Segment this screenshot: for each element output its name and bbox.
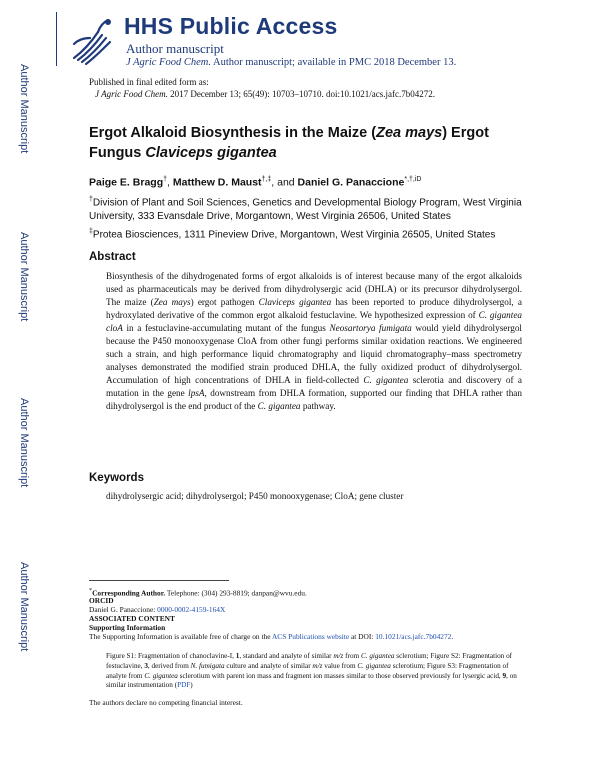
si-pdf-link[interactable]: PDF [177,681,191,690]
sidebar-author-manuscript-1: Author Manuscript [18,64,30,154]
hhs-eagle-logo-icon [68,14,116,70]
title-species: Zea mays [376,125,443,141]
competing-interest-statement: The authors declare no competing financial interest. [89,698,243,707]
sidebar-author-manuscript-2: Author Manuscript [18,232,30,322]
affiliation2-text: Protea Biosciences, 1311 Pineview Drive, Morgantown, West Virginia 26505, United States [92,229,496,241]
availability-text: Author manuscript; available in PMC 2018 December 13. [213,57,457,68]
affiliation-1 [89,193,529,224]
author-list: Paige E. Bragg†, Matthew D. Maust†,‡, and Daniel G. Panaccione$^{*,\dagger,iD}$ [89,176,422,189]
header-divider [56,12,57,66]
title-line2-prefix: Fungus [89,145,146,161]
author2-mark: †,‡ [261,176,272,183]
keywords-text: dihydrolysergic acid; dihydrolysergol; P450 monooxygenase; CloA; gene cluster [106,491,404,501]
affiliation1-mark: † [89,196,93,203]
citation-journal: J Agric Food Chem. [95,89,168,99]
article-title [89,123,529,163]
orcid-heading: ORCID [89,596,114,605]
author-bragg: Paige E. Bragg [89,176,164,189]
supporting-info-heading: Supporting Information [89,623,166,632]
abstract-body: Biosynthesis of the dihydrogenated forms of ergot alkaloids is of interest because many of the ergot alkaloids used as pharmaceuticals may be derived from dihydrolysergic acid (DHLA) or its precursor dihydrolysergol. The maize (Zea mays) ergot pathogen Claviceps gigantea has been reported to produce dihydrolysergol, a hydroxylated derivative of the common ergot alkaloid festuclavine. We hypothesized expression of C. gigantea cloA in a festuclavine-accumulating mutant of the fungus Neosartorya fumigata would yield dihydrolysergol because the P450 monooxygenase CloA from other fungi performs similar oxidation reactions. We engineered such a strain, and high performance liquid chromatography and liquid chromatography–mass spectrometry analyses demonstrated the modified strain produced DHLA, the fully oxidized product of dihydrolysergol. Accumulation of high concentrations of DHLA in field-collected C. gigantea sclerotia and discovery of a mutation in the gene lpsA, downstream from DHLA formation, supported our finding that DHLA rather than dihydrolysergol is the end product of the C. gigantea pathway. [106,271,523,411]
orcid-line: Daniel G. Panaccione: 0000-0002-4159-164X [89,605,226,614]
journal-availability [126,57,456,68]
sidebar-author-manuscript-3: Author Manuscript [18,398,30,488]
author-maust: Matthew D. Maust [172,176,262,189]
author1-mark: † [163,176,168,183]
affiliation-2 [89,225,529,242]
published-label: Published in final edited form as: [89,77,209,87]
footnote-rule [89,580,229,581]
affiliation2-mark: ‡ [89,228,93,235]
author-panaccione: Daniel G. Panaccione [297,176,405,189]
abstract-heading: Abstract [89,251,136,263]
si-doi-link[interactable]: 10.1021/acs.jafc.7b04272 [375,632,452,641]
citation-details: 2017 December 13; 65(49): 10703–10710. doi:10.1021/acs.jafc.7b04272. [170,89,436,99]
keywords-heading: Keywords [89,472,144,484]
supporting-info-description: Figure S1: Fragmentation of chanoclavine-I, 1, standard and analyte of similar m/z from C. gigantea sclerotium; Figure S2: Fragmentation of festuclavine, 3, derived from N. fumigata culture and analyte of similar m/z value from C. gigantea sclerotium; Figure S3: Fragmentation of analyte from C. gigantea sclerotium with parent ion mass and fragment ion masses similar to those observed previously for lysergic acid, 9, on similar instrumentation (PDF) [106,652,517,690]
title-line2-species: Claviceps gigantea [145,145,277,161]
acs-website-link[interactable]: ACS Publications website [271,632,350,641]
associated-content-heading: ASSOCIATED CONTENT [89,614,175,623]
affiliation1-text: Division of Plant and Soil Sciences, Genetics and Developmental Biology Program, West Virginia University, 333 Evansdale Drive, Morgantown, West Virginia 26506, United States [89,197,522,223]
author-and: , and [271,176,298,189]
hhs-public-access-title: HHS Public Access [124,13,338,39]
supporting-info-line: The Supporting Information is available free of charge on the ACS Publications website at DOI: 10.1021/acs.jafc.7b04272. [89,632,454,641]
orcid-link[interactable]: 0000-0002-4159-164X [157,605,226,614]
corresponding-author-note: *Corresponding Author. Telephone: (304) 293-8819; danpan@wvu.edu. [89,588,307,598]
publication-citation [95,89,435,99]
title-part-1: Ergot Alkaloid Biosynthesis in the Maize ( [89,125,377,141]
header-journal-name: J Agric Food Chem. [126,57,211,68]
sidebar-author-manuscript-4: Author Manuscript [18,562,30,652]
author3-mark: *,†,iD [404,176,422,183]
author-manuscript-subtitle: Author manuscript [126,41,224,56]
title-part-2: ) Ergot [442,125,489,141]
